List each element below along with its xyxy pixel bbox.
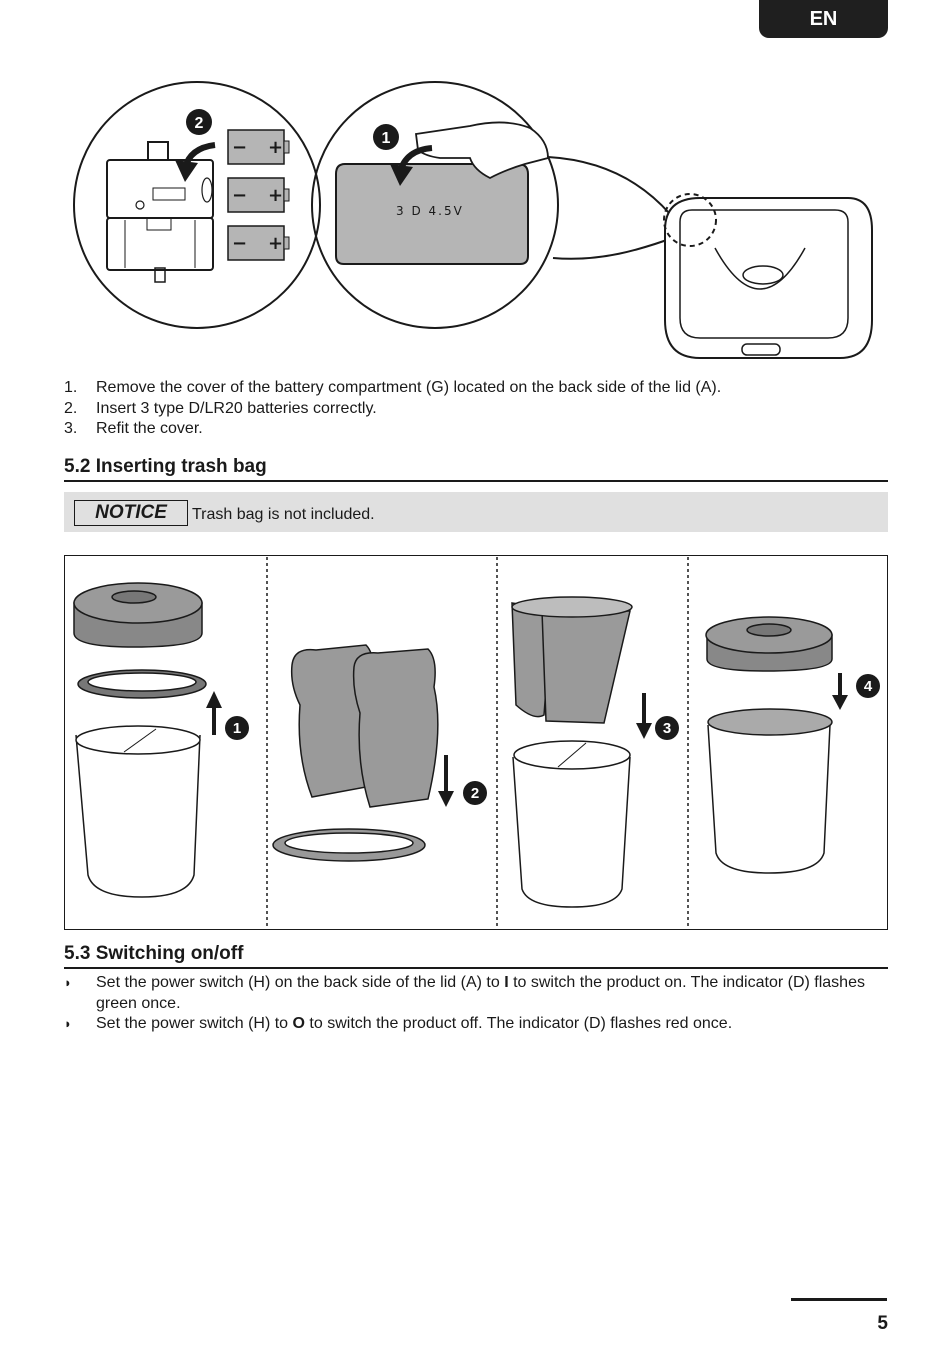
- battery-cells: [228, 130, 289, 260]
- svg-text:2: 2: [470, 785, 480, 802]
- switching-list: [64, 973, 888, 1035]
- svg-text:−: −: [232, 137, 248, 158]
- page-number: 5: [877, 1313, 888, 1334]
- svg-text:3 D 4.5V: 3 D 4.5V: [396, 204, 464, 218]
- list-item: 2. Insert 3 type D/LR20 batteries correctly.: [64, 399, 377, 417]
- trash-bag-illustration: [64, 555, 886, 928]
- svg-text:4: 4: [863, 678, 873, 695]
- footer-rule: [791, 1298, 887, 1301]
- svg-text:+: +: [268, 233, 284, 254]
- svg-text:−: −: [232, 233, 248, 254]
- svg-text:3: 3: [662, 720, 672, 737]
- list-item: ◗ Set the power switch (H) on the back side of the lid (A) to I to switch the product on. The indicator (D) flashes green once.: [64, 973, 888, 1014]
- language-tab: EN: [759, 0, 888, 38]
- section-heading-switching: 5.3 Switching on/off: [64, 943, 888, 969]
- notice-text: Trash bag is not included.: [192, 506, 375, 523]
- svg-text:+: +: [268, 185, 284, 206]
- battery-steps-list: [64, 378, 894, 440]
- list-item: 1. Remove the cover of the battery compartment (G) located on the back side of the lid (A).: [64, 379, 722, 396]
- list-item: ◗ Set the power switch (H) to O to switch the product off. The indicator (D) flashes red once.: [64, 1014, 888, 1035]
- bullet-icon: ◗: [64, 975, 72, 990]
- svg-text:+: +: [268, 137, 284, 158]
- bullet-icon: ◗: [64, 1016, 72, 1031]
- list-item: 3. Refit the cover.: [64, 420, 203, 437]
- svg-text:1: 1: [381, 130, 391, 147]
- svg-text:2: 2: [194, 115, 204, 132]
- section-heading-trash-bag: 5.2 Inserting trash bag: [64, 456, 888, 482]
- notice-box: [64, 492, 888, 532]
- svg-text:−: −: [232, 185, 248, 206]
- notice-label: NOTICE: [74, 500, 188, 526]
- svg-text:1: 1: [232, 720, 242, 737]
- battery-illustration: [0, 0, 950, 370]
